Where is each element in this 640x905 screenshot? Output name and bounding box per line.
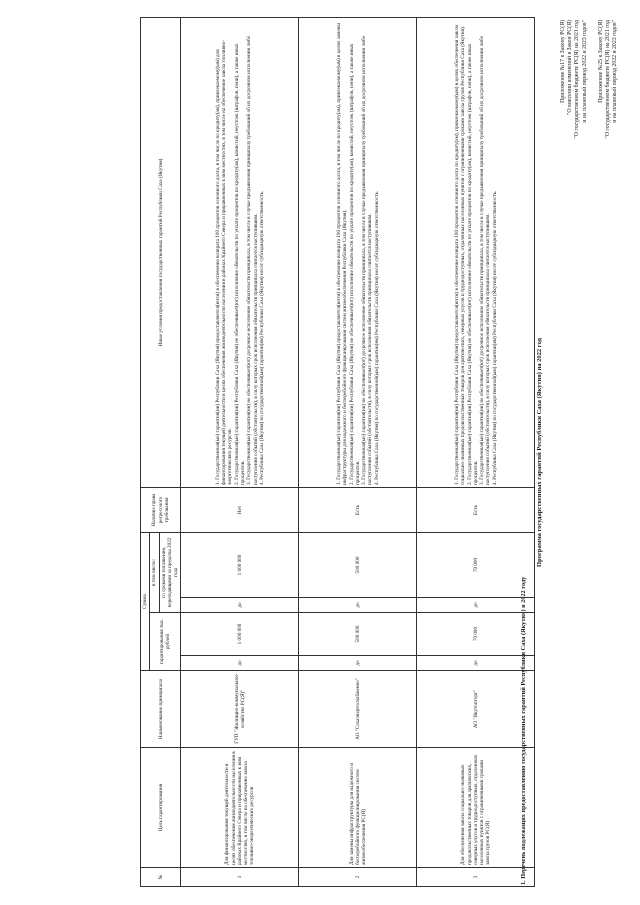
header-line: "О внесении изменений в Закон РС(Я): [567, 20, 574, 116]
table-row: [417, 18, 535, 887]
condition-item: 1. Государственная(ые) гарантия(ии) Республики Саха (Якутия) предоставляется(ются) в обеспечение возврата 100 процентов основного долга, в том числе по кредиту(ам), привлекаемому(ым) для финансирования текущей деятельности в целях обеспечения жизнедеятельности населения в районах Крайнего Севера и приравненных к ним местностях, в том числе на обеспечение завоза топливно-энергетических ресурсов.: [214, 40, 234, 485]
row-regress: Есть: [299, 488, 417, 533]
row-conditions: [417, 18, 535, 488]
col-sum-header: Сумма: [141, 533, 150, 671]
col-num-header: №: [141, 868, 181, 887]
header-line: "О государственном бюджете РС(Я) на 2021 год: [574, 20, 581, 139]
condition-item: 3. Государственная(ые) гарантия(ии) не обеспечивает(ют) досрочное исполнение обязательств принципала, в том числе в случае предъявления принципалу требований об их досрочном исполнении либо наступления событий (обстоятельств), в силу которых срок исполнения обязательств принципала считается наступившим.: [361, 35, 374, 485]
header-line: и на плановый период 2022 и 2023 годов": [581, 20, 588, 123]
col-incl-sub-header: со сроками погашения, переходящими за пределы 2022 года: [159, 533, 181, 613]
row-sub-amount: 500 000: [299, 533, 417, 598]
row-goal: Для обеспечения завоза социально-значимых продовольственных товаров для арктических, северных улусов и труднодоступных, отдаленных населенных пунктов с ограниченными сроками завоза грузов РС(Я): [417, 748, 535, 868]
col-incl-header: в том числе:: [150, 533, 159, 613]
condition-item: 4. Республика Саха (Якутия) по государственной(ым) гарантии(ям) Республики Саха (Якутия) несет субсидиарную ответственность.: [491, 190, 498, 485]
condition-item: 2. Государственная(ые) гарантия(ии) Республики Саха (Якутия) не обеспечивает(ют) исполнение обязательств по уплате процентов по кредиту(ам), комиссий, неустоек (штрафов, пени), а также иных процентов.: [466, 43, 479, 485]
header-line: "О государственном бюджете РС(Я) на 2021 год: [605, 20, 612, 139]
row-amount: 500 000: [299, 613, 417, 656]
header-line: Приложение №17 к Закону РС(Я): [560, 20, 566, 103]
col-regress-header: Наличие права регрессного требования: [141, 488, 181, 533]
condition-item: 1. Государственная(ые) гарантия(ии) Республики Саха (Якутия) предоставляется(ются) в обеспечение возврата 100 процентов основного долга по кредиту(ам), привлекаемому(ым) в целях обеспечения завоза социально-значимых продовольственных товаров для арктических, северных улусов и труднодоступных, отдаленных населенных пунктов с ограниченными сроками завоза грузов Республики Саха (Якутия).: [453, 24, 467, 485]
row-currency-prefix: до: [299, 598, 417, 613]
condition-item: 2. Государственная(ые) гарантия(ии) Республики Саха (Якутия) не обеспечивает(ют) исполнение обязательств по уплате процентов по кредиту(ам), комиссий, неустоек (штрафов, пени), а также иных процентов.: [233, 43, 246, 485]
row-sub-amount: 1 000 000: [181, 533, 299, 598]
header-line: Приложение №25 к Закону РС(Я): [598, 20, 604, 103]
condition-item: 3. Государственная(ые) гарантия(ии) не обеспечивает(ют) досрочное исполнение обязательств принципала, в том числе в случае предъявления принципалу требований об их досрочном исполнении либо наступления событий (обстоятельств), в силу которых срок исполнения обязательств принципала считается наступившим.: [479, 35, 492, 485]
row-conditions: [299, 18, 417, 488]
appendix-17-header: [560, 20, 589, 139]
row-currency-prefix: до: [417, 598, 535, 613]
row-num: 1: [181, 868, 299, 887]
col-principal-header: Наименование принципала: [141, 671, 181, 748]
guarantees-table: [140, 17, 535, 887]
row-principal: АО "Якутопторг": [417, 671, 535, 748]
col-goal-header: Цель гарантирования: [141, 748, 181, 868]
col-conditions-header: Иные условия предоставления государственных гарантий Республики Саха (Якутия): [141, 18, 181, 488]
col-sum-total-header: гарантирования тыс. рублей: [150, 613, 181, 671]
appendix-25-header: [598, 20, 620, 139]
row-currency-prefix: до: [181, 656, 299, 671]
list-title: 1. Перечень подлежащих предоставлению государственных гарантий Республики Саха (Якутия) в 2022 году: [520, 576, 527, 885]
header-line: и на плановый период 2022 и 2023 годов": [612, 20, 619, 123]
row-currency-prefix: до: [299, 656, 417, 671]
row-conditions: [181, 18, 299, 488]
table-row: [299, 18, 417, 887]
row-sub-amount: 70 000: [417, 533, 535, 598]
row-amount: 70 000: [417, 613, 535, 656]
condition-item: 3. Государственная(ые) гарантия(ии) не обеспечивает(ют) досрочное исполнение обязательств принципала, в том числе в случае предъявления принципалу требований об их досрочном исполнении либо наступления событий (обстоятельств), в силу которых срок исполнения обязательств принципала считается наступившим.: [246, 35, 259, 485]
row-num: 2: [299, 868, 417, 887]
row-goal: Для замены инфраструктуры для надежного и бесперебойного функционирования систем жизнеобеспечения РС(Я): [299, 748, 417, 868]
row-regress: Есть: [417, 488, 535, 533]
row-principal: ГУП "Жилищно-коммунальное хозяйство РС(Я)": [181, 671, 299, 748]
condition-item: 2. Государственная(ые) гарантия(ии) Республики Саха (Якутия) не обеспечивает(ют) исполнение обязательств по уплате процентов по кредиту(ам), комиссий, неустоек (штрафов, пени), а также иных процентов.: [348, 43, 361, 485]
program-title: Программа государственных гарантий Республики Саха (Якутия) на 2022 год: [536, 338, 543, 567]
row-currency-prefix: до: [417, 656, 535, 671]
condition-item: 4. Республика Саха (Якутия) по государственной(ым) гарантии(ям) Республики Саха (Якутия) несет субсидиарную ответственность.: [373, 190, 380, 485]
condition-item: 1. Государственная(ые) гарантия(ии) Республики Саха (Якутия) предоставляется(ются) в обеспечение возврата 100 процентов основного долга, в том числе по кредиту(ам), привлекаемому(ым) в целях замены инфраструктуры для надежного и бесперебойного функционирования систем жизнеобеспечения Республики Саха (Якутия).: [335, 23, 349, 485]
row-regress: Нет: [181, 488, 299, 533]
row-principal: АО "Сахаэнергоснабжение": [299, 671, 417, 748]
row-num: 3: [417, 868, 535, 887]
row-goal: Для финансирования текущей деятельности в целях обеспечения жизнедеятельности населения в районах Крайнего Севера и приравненных к ним местностях, в том числе на обеспечение завоза топливно-энергетических ресурсов: [181, 748, 299, 868]
row-currency-prefix: до: [181, 598, 299, 613]
row-amount: 1 000 000: [181, 613, 299, 656]
condition-item: 4. Республика Саха (Якутия) по государственной(ым) гарантии(ям) Республики Саха (Якутия) несет субсидиарную ответственность.: [258, 190, 265, 485]
table-row: [181, 18, 299, 887]
